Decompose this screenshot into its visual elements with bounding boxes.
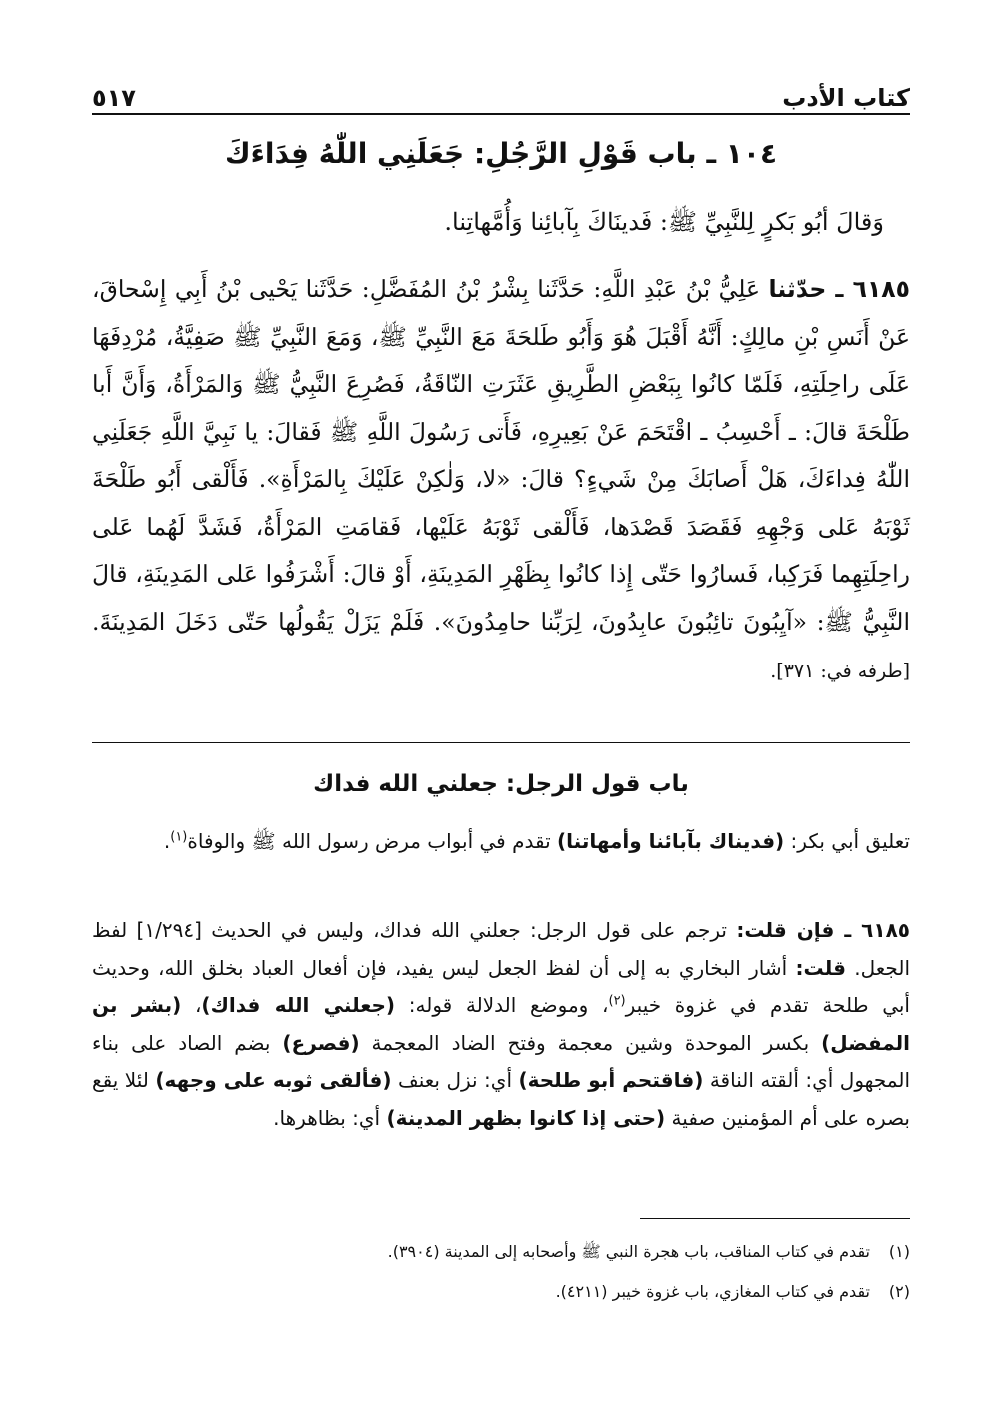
comm-bold: (فألقى ثوبه على وجهه) xyxy=(155,1068,392,1092)
comm-bold: (فصرع) xyxy=(282,1030,360,1055)
book-title: كتاب الأدب xyxy=(782,84,910,112)
commentary-paragraph-2 xyxy=(92,912,910,1137)
comm-text: تقدم في أبواب مرض رسول الله ﷺ والوفاة xyxy=(187,829,558,853)
comm-text: بكسر الموحدة وشين معجمة وفتح الضاد المعجمة xyxy=(359,1030,822,1055)
comm-text: . xyxy=(163,829,171,853)
comm-text: تعليق أبي بكر: xyxy=(784,829,910,853)
comm-bold: (فاقتحم أبو طلحة) xyxy=(518,1068,704,1092)
chapter-title: ١٠٤ ـ باب قَوْلِ الرَّجُلِ: جَعَلَنِي اللّٰهُ فِدَاءَكَ xyxy=(224,137,778,170)
hadith-number: ٦١٨٥ ـ حدّثنا xyxy=(768,275,910,303)
comm-text: ترجم على قول الرجل: جعلني الله فداك، وليس في الحديث [١/٢٩٤] لفظ الجعل. xyxy=(92,918,910,980)
footnote-number: (١) xyxy=(888,1242,910,1261)
commentary-paragraph-1 xyxy=(92,822,910,860)
commentary-title: باب قول الرجل: جعلني الله فداك xyxy=(313,771,689,797)
footnote-item xyxy=(92,1272,910,1312)
header-rule xyxy=(92,113,910,115)
chapter-intro: وَقالَ أبُو بَكرٍ لِلنَّبِيِّ ﷺ: فَدينَاكَ بِآبائِنا وَأُمَّهاتِنا. xyxy=(444,208,884,236)
comm-bold: قلت: xyxy=(795,955,846,980)
footnotes xyxy=(92,1232,910,1312)
running-head xyxy=(92,72,910,112)
footnote-number: (٢) xyxy=(888,1282,910,1301)
footnote-text: تقدم في كتاب المناقب، باب هجرة النبي ﷺ وأصحابه إلى المدينة (٣٩٠٤). xyxy=(387,1242,870,1261)
comm-text: لئلا يقع بصره على أم المؤمنين صفية xyxy=(92,1068,910,1130)
comm-bold: (جعلني الله فداك) xyxy=(201,993,396,1017)
footnote-marker: (١) xyxy=(170,829,188,845)
comm-text: أي: نزل بعنف xyxy=(391,1068,519,1092)
comm-text: ، وموضع الدلالة قوله: xyxy=(395,993,609,1017)
hadith-body: عَلِيُّ بْنُ عَبْدِ اللَّهِ: حَدَّثَنا بِشْرُ بْنُ المُفَضَّلِ: حَدَّثَنا يَحْيى بْنُ أَبِي إِسْحاقَ، عَنْ أَنَسِ بْنِ مالِكٍ: أَنَّهُ أَقْبَلَ هُوَ وَأَبُو طَلحَةَ مَعَ النَّبِيِّ ﷺ، وَمَعَ النَّبِيِّ ﷺ صَفِيَّةُ، مُرْدِفَهَا عَلَى راحِلَتِهِ، فَلَمّا كانُوا بِبَعْضِ الطَّرِيقِ عَثَرَتِ النّاقَةُ، فَصُرِعَ النَّبِيُّ ﷺ وَالمَرْأَةُ، وَأَنَّ أَبا طَلْحَةَ قالَ: ـ أَحْسِبُ ـ اقْتَحَمَ عَنْ بَعِيرِهِ، فَأَتى رَسُولَ اللَّهِ ﷺ فَقالَ: يا نَبِيَّ اللَّهِ جَعَلَنِي اللّٰهُ فِداءَكَ، هَلْ أَصابَكَ مِنْ شَيءٍ؟ قالَ: «لا، وَلٰكِنْ عَلَيْكَ بِالمَرْأَةِ». فَأَلْقى أَبُو طَلْحَةَ ثَوْبَهُ عَلى وَجْهِهِ فَقَصَدَ قَصْدَها، فَأَلْقى ثَوْبَهُ عَلَيْها، فَقامَتِ المَرْأَةُ، فَشَدَّ لَهُما عَلى راحِلَتِهِما فَرَكِبا، فَسارُوا حَتّى إِذا كانُوا بِظَهْرِ المَدِينَةِ، أَوْ قالَ: أَشْرَفُوا عَلى المَدِينَةِ، قالَ النَّبِيُّ ﷺ: «آيِبُونَ تائِبُونَ عابِدُونَ، لِرَبِّنا حامِدُونَ». فَلَمْ يَزَلْ يَقُولُها حَتّى دَخَلَ المَدِينَةَ. xyxy=(92,275,910,636)
footnote-marker: (٢) xyxy=(608,993,626,1009)
hadith-text xyxy=(92,266,910,696)
comm-text: أي: بظاهرها. xyxy=(273,1105,387,1130)
comm-text: ، xyxy=(181,993,202,1017)
comm-bold: (حتى إذا كانوا بظهر المدينة) xyxy=(386,1105,666,1130)
footnote-text: تقدم في كتاب المغازي، باب غزوة خيبر (٤٢١١). xyxy=(555,1282,870,1301)
hadith-cross-reference: [طرفه في: ٣٧١]. xyxy=(770,660,910,682)
footnote-item xyxy=(92,1232,910,1272)
comm-hadith-number: ٦١٨٥ ـ فإن قلت: xyxy=(736,918,910,942)
footnote-rule xyxy=(640,1218,910,1219)
comm-bold: (بشر بن المفضل) xyxy=(92,993,911,1055)
comm-text: بضم الصاد على بناء المجهول أي: ألقته الناقة xyxy=(92,1030,911,1092)
comm-bold: (فديناك بآبائنا وأمهاتنا) xyxy=(557,829,785,853)
commentary-divider xyxy=(92,742,910,743)
comm-text: أشار البخاري به إلى أن لفظ الجعل ليس يفيد، فإن أفعال العباد بخلق الله، وحديث أبي طلحة تقدم في غزوة خيبر xyxy=(92,955,910,1017)
page-number: ٥١٧ xyxy=(92,84,136,112)
